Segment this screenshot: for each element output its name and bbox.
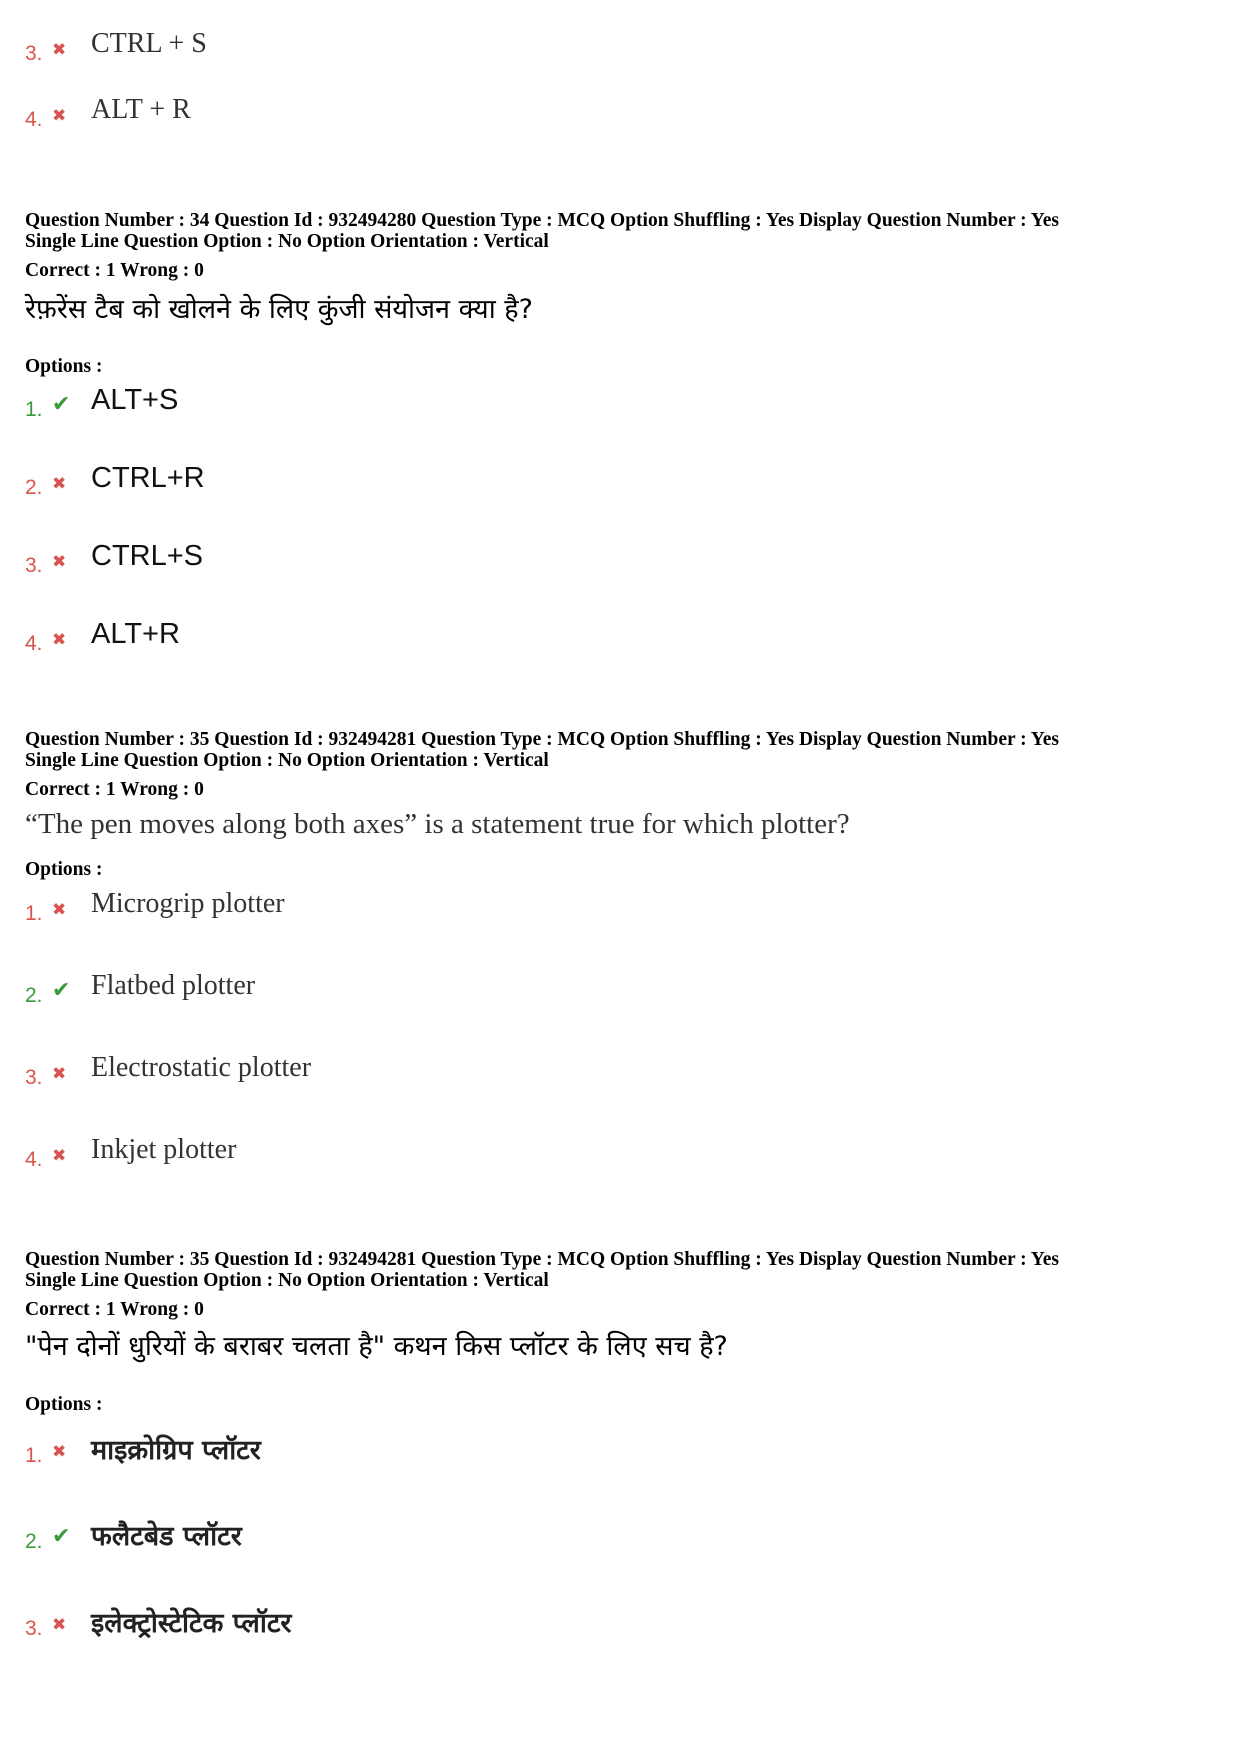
option-row (25, 1603, 1025, 1643)
option-number: 2. (25, 1530, 43, 1553)
cross-icon: ✖ (52, 40, 67, 60)
option-text: ALT+S (91, 384, 179, 416)
option-row (25, 1430, 1025, 1470)
option-text: CTRL + S (91, 28, 207, 59)
check-icon: ✔ (52, 1524, 71, 1549)
question-meta-line1: Question Number : 35 Question Id : 932494281 Question Type : MCQ Option Shuffling : Yes Display Question Number : Yes (25, 729, 1059, 750)
option-number: 4. (25, 108, 43, 131)
question-stem: रेफ़रेंस टैब को खोलने के लिए कुंजी संयोजन क्या है? (25, 294, 533, 325)
question-stem: "पेन दोनों धुरियों के बराबर चलता है" कथन किस प्लॉटर के लिए सच है? (25, 1331, 728, 1362)
option-number: 3. (25, 1066, 43, 1089)
option-row (25, 1052, 1025, 1092)
options-label: Options : (25, 859, 103, 880)
option-text: Electrostatic plotter (91, 1052, 312, 1083)
option-row (25, 384, 1025, 424)
cross-icon: ✖ (52, 552, 67, 572)
option-number: 4. (25, 1148, 43, 1171)
option-text: Flatbed plotter (91, 970, 256, 1001)
option-text: CTRL+R (91, 462, 205, 494)
question-marks: Correct : 1 Wrong : 0 (25, 260, 204, 281)
option-row (25, 1134, 1025, 1174)
question-marks: Correct : 1 Wrong : 0 (25, 1299, 204, 1320)
option-text: Inkjet plotter (91, 1134, 237, 1165)
cross-icon: ✖ (52, 474, 67, 494)
option-text: इलेक्ट्रोस्टेटिक प्लॉटर (91, 1608, 292, 1639)
option-number: 3. (25, 554, 43, 577)
cross-icon: ✖ (52, 900, 67, 920)
option-number: 1. (25, 1444, 43, 1467)
option-row (25, 462, 1025, 502)
option-text: फलैटबेड प्लॉटर (91, 1521, 242, 1552)
question-stem: “The pen moves along both axes” is a statement true for which plotter? (25, 808, 850, 840)
cross-icon: ✖ (52, 630, 67, 650)
question-meta-line2: Single Line Question Option : No Option Orientation : Vertical (25, 231, 549, 252)
question-meta-line1: Question Number : 34 Question Id : 932494280 Question Type : MCQ Option Shuffling : Yes Display Question Number : Yes (25, 210, 1059, 231)
option-number: 1. (25, 398, 43, 421)
cross-icon: ✖ (52, 1146, 67, 1166)
option-row (25, 94, 1025, 134)
option-number: 4. (25, 632, 43, 655)
option-number: 2. (25, 476, 43, 499)
option-row (25, 1516, 1025, 1556)
option-number: 1. (25, 902, 43, 925)
option-row (25, 540, 1025, 580)
options-label: Options : (25, 1394, 103, 1415)
option-text: CTRL+S (91, 540, 204, 572)
option-text: माइक्रोग्रिप प्लॉटर (91, 1435, 261, 1466)
option-text: ALT + R (91, 94, 191, 125)
question-meta-line2: Single Line Question Option : No Option Orientation : Vertical (25, 750, 549, 771)
option-text: ALT+R (91, 618, 180, 650)
question-meta-line2: Single Line Question Option : No Option Orientation : Vertical (25, 1270, 549, 1291)
cross-icon: ✖ (52, 1615, 67, 1635)
cross-icon: ✖ (52, 106, 67, 126)
option-row (25, 888, 1025, 928)
option-number: 2. (25, 984, 43, 1007)
option-row (25, 28, 1025, 68)
options-label: Options : (25, 356, 103, 377)
check-icon: ✔ (52, 978, 71, 1003)
cross-icon: ✖ (52, 1442, 67, 1462)
check-icon: ✔ (52, 392, 71, 417)
cross-icon: ✖ (52, 1064, 67, 1084)
question-marks: Correct : 1 Wrong : 0 (25, 779, 204, 800)
option-text: Microgrip plotter (91, 888, 285, 919)
option-row (25, 618, 1025, 658)
option-row (25, 970, 1025, 1010)
option-number: 3. (25, 42, 43, 65)
option-number: 3. (25, 1617, 43, 1640)
question-meta-line1: Question Number : 35 Question Id : 932494281 Question Type : MCQ Option Shuffling : Yes Display Question Number : Yes (25, 1249, 1059, 1270)
